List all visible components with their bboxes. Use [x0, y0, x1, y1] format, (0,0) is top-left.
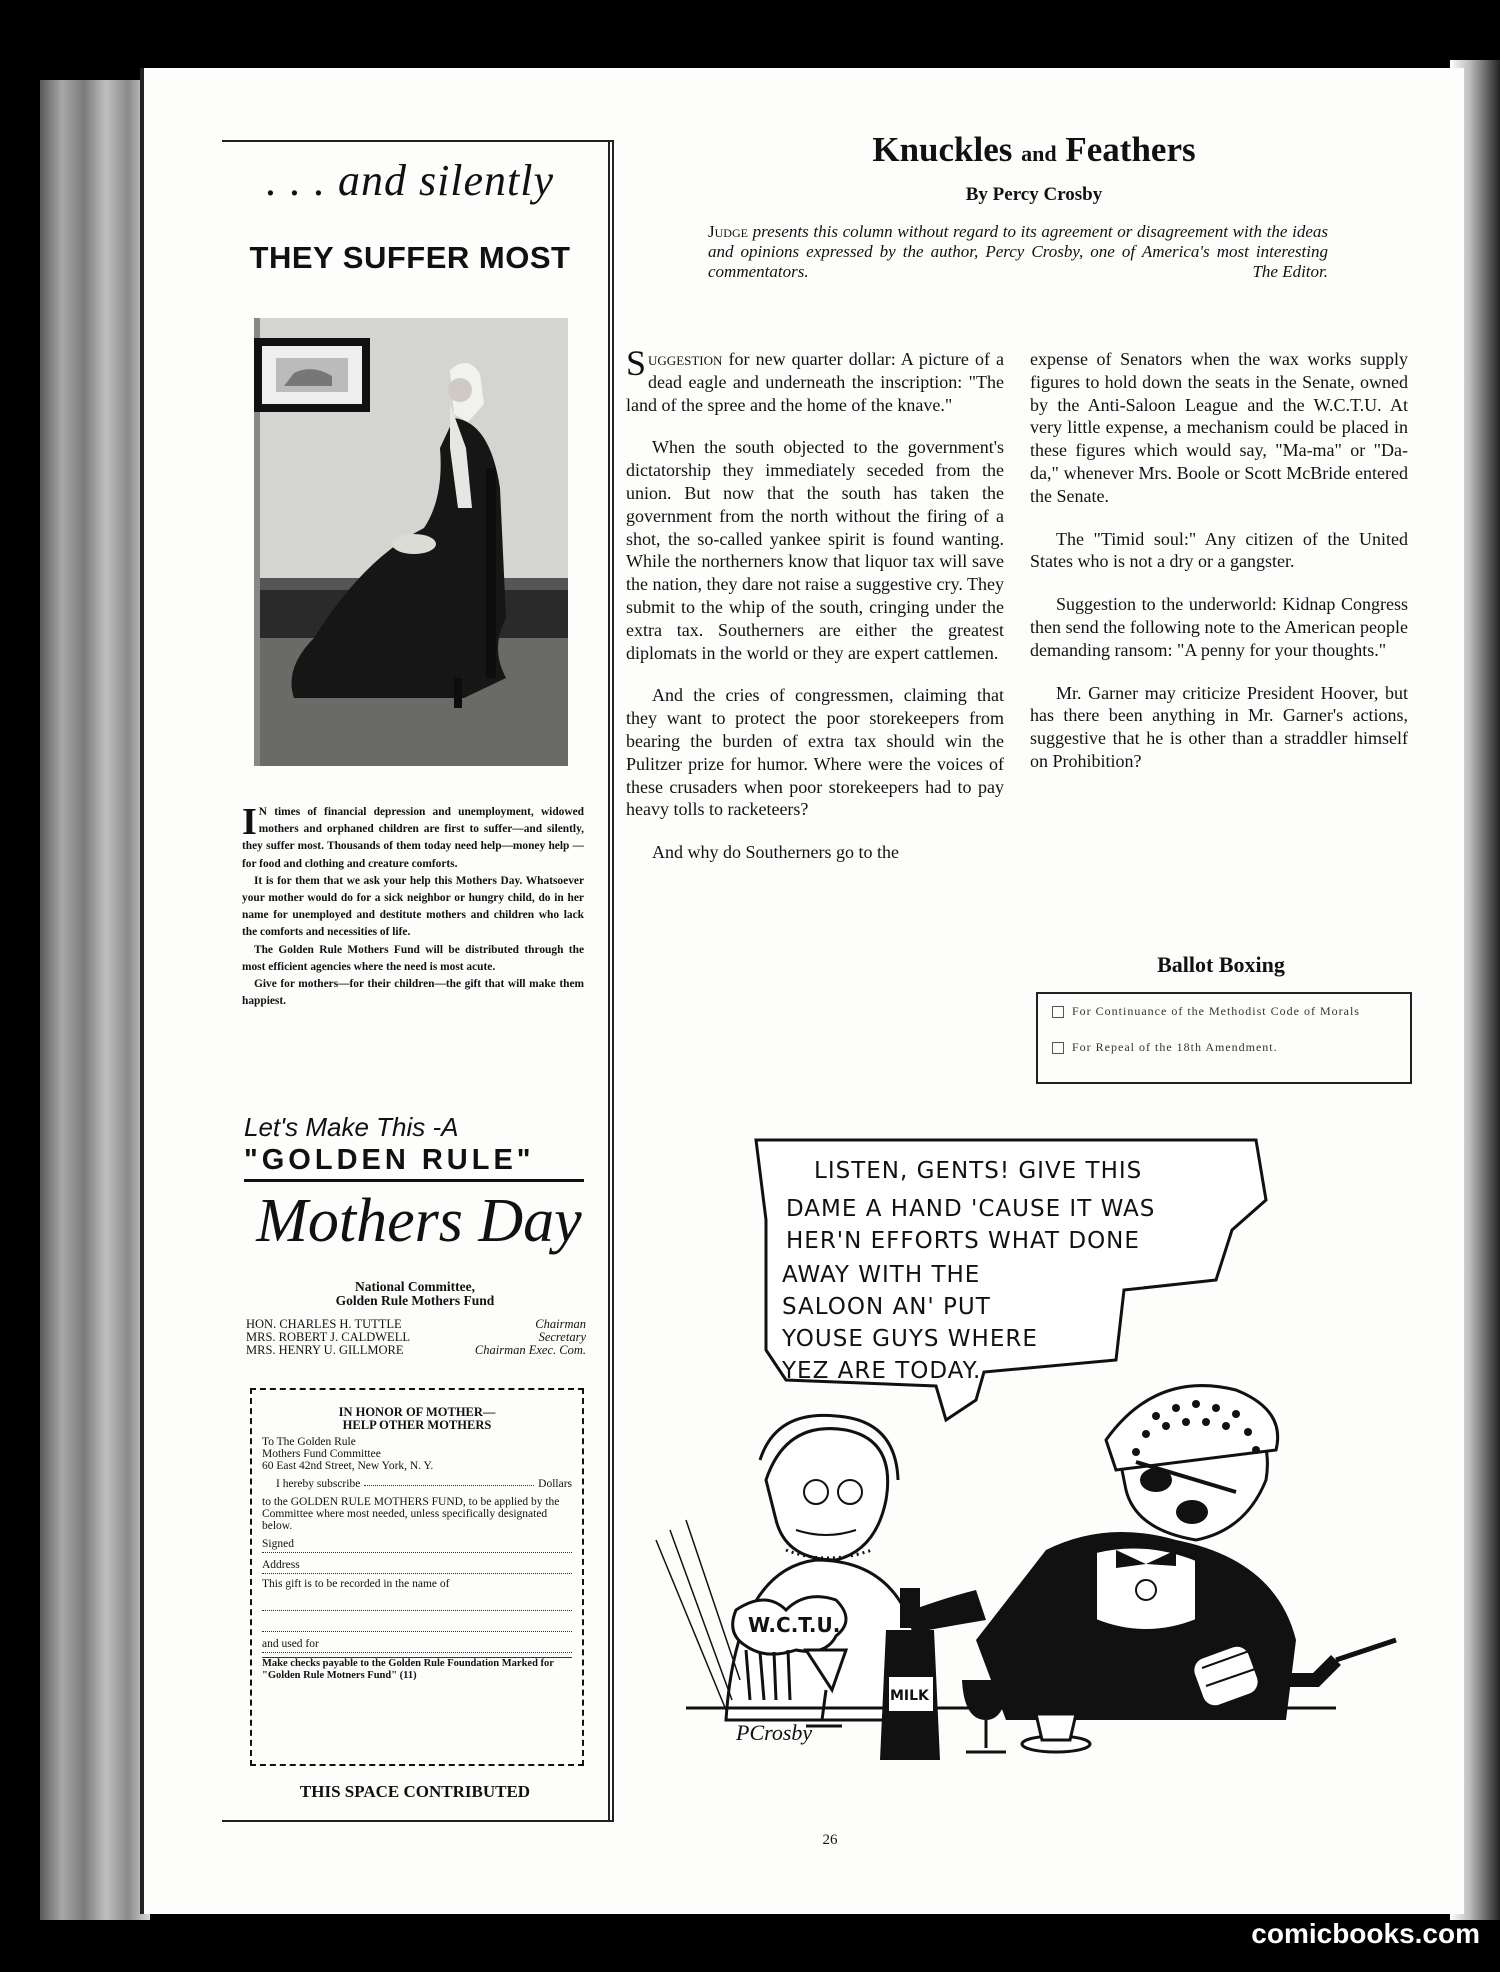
painting-illustration: [254, 318, 568, 766]
used-for-field[interactable]: [262, 1632, 572, 1653]
ad-paragraph-3: The Golden Rule Mothers Fund will be distributed through the most efficient agencies where the need is most acute.: [242, 943, 584, 973]
column-divider: [608, 140, 610, 1820]
ballot-option-label: For Continuance of the Methodist Code of Morals: [1072, 1004, 1360, 1018]
ad-paragraph-2: It is for them that we ask your help this Mothers Day. Whatsoever your mother would do for a sick neighbor or hungry child, do in her name for unemployed and destitute mothers and children who lack the comforts and necessities of life.: [242, 874, 584, 939]
editor-note-text: presents this column without regard to its agreement or disagreement with the ideas and opinions expressed by the author, Percy Crosby, one of America's most interesting commentators.: [708, 222, 1329, 281]
checkbox-icon[interactable]: [1052, 1006, 1064, 1018]
subscribe-label: I hereby subscribe: [276, 1478, 361, 1490]
whistlers-mother-painting: [254, 318, 568, 766]
title-feathers: Feathers: [1065, 130, 1196, 169]
editorial-cartoon: [636, 1120, 1416, 1780]
space-contributed: THIS SPACE CONTRIBUTED: [299, 1782, 531, 1801]
article-title: [622, 130, 1446, 170]
drop-cap-s: S: [626, 343, 647, 383]
col2-paragraph-3: Suggestion to the underworld: Kidnap Congress then send the following note to the American people demanding ransom: "A penny for your thoughts.": [1030, 594, 1408, 660]
ad-paragraph-1: N times of financial depression and unemployment, widowed mothers and orphaned children are first to suffer—and silently, they suffer most. Thousands of them today need help—money help —for food and clothing and creature comforts.: [242, 806, 584, 870]
col2-paragraph-2: The "Timid soul:" Any citizen of the United States who is not a dry or a gangster.: [1030, 528, 1408, 572]
lets-make-this: Let's Make This -A: [244, 1112, 459, 1142]
col1-paragraph-4: And why do Southerners go to the: [652, 842, 899, 863]
ad-headline-suffer: THEY SUFFER MOST: [249, 240, 571, 275]
title-knuckles: Knuckles: [872, 130, 1013, 169]
title-and: and: [1021, 141, 1057, 166]
milk-label: MILK: [890, 1688, 929, 1704]
editor-sign: The Editor.: [1252, 262, 1328, 281]
col1-paragraph-2: When the south objected to the government's dictatorship they immediately seceded from the union. But now that the south has taken the government from the north without the firing of a shot, the so-called yankee spirit is found wanting. While the northerners know that liquor tax will save the nation, they dare not raise a suggestive cry. They submit to the whip of the south, cringing under the extra tax. Southerners are either the greatest diplomats in the world or they are expert cattlemen.: [626, 437, 1004, 663]
dollars-label: Dollars: [538, 1478, 572, 1490]
suggestion-smallcaps: uggestion: [648, 349, 723, 369]
record-name-label: This gift is to be recorded in the name of: [262, 1578, 450, 1590]
ballot-box: [1036, 992, 1412, 1084]
officer-name: MRS. HENRY U. GILLMORE: [246, 1343, 404, 1357]
article-column-2: [1030, 348, 1408, 793]
coupon-title-line-1: IN HONOR OF MOTHER—: [338, 1405, 496, 1419]
cartoon-drawing: [636, 1120, 1416, 1780]
officer-name: HON. CHARLES H. TUTTLE: [246, 1317, 402, 1331]
col2-paragraph-4: Mr. Garner may criticize President Hoover, but has there been anything in Mr. Garner's actions, suggestive that he is other than a straddler himself on Prohibition?: [1030, 682, 1408, 771]
coupon-title-line-2: HELP OTHER MOTHERS: [342, 1418, 492, 1432]
address-field[interactable]: [262, 1553, 572, 1574]
speech-line-6: YOUSE GUYS WHERE: [782, 1326, 1038, 1352]
coupon-note: [262, 1657, 572, 1682]
wctu-label: W.C.T.U.: [748, 1613, 841, 1637]
signed-label: Signed: [262, 1538, 294, 1550]
committee-heading: [250, 1280, 580, 1308]
checkbox-icon[interactable]: [1052, 1042, 1064, 1054]
col2-paragraph-1: expense of Senators when the wax works supply figures to hold down the seats in the Senate, owned by the Anti-Saloon League and the W.C.T.U. At very little expense, a mechanism could be placed in these figures which would say, "Ma-ma" or "Da-da," whenever Mrs. Boole or Scott McBride entered the Senate.: [1030, 349, 1408, 506]
judge-name: Judge: [708, 222, 748, 241]
amount-field[interactable]: [364, 1472, 534, 1486]
officer-role: Chairman: [535, 1317, 586, 1331]
golden-rule-banner: "GOLDEN RULE": [244, 1144, 584, 1182]
officer-name: MRS. ROBERT J. CALDWELL: [246, 1330, 410, 1344]
speech-line-4: AWAY WITH THE: [782, 1262, 981, 1288]
speech-line-2: DAME A HAND 'CAUSE IT WAS: [786, 1196, 1156, 1222]
drop-cap: I: [242, 801, 257, 843]
subscribe-line: [262, 1472, 572, 1492]
coupon-title: [262, 1406, 572, 1432]
speech-line-1: LISTEN, GENTS! GIVE THIS: [814, 1158, 1143, 1184]
committee-line-2: Golden Rule Mothers Fund: [335, 1293, 495, 1308]
book-page-edges: [40, 80, 150, 1920]
officer-role: Chairman Exec. Com.: [474, 1343, 586, 1357]
coupon-address: [262, 1436, 572, 1472]
committee-line-1: National Committee,: [355, 1279, 475, 1294]
signed-field[interactable]: [262, 1532, 572, 1553]
coupon-to-1: To The Golden Rule: [262, 1436, 356, 1448]
ad-body-text: [242, 801, 584, 1010]
speech-line-5: SALOON AN' PUT: [782, 1294, 991, 1320]
speech-line-7: YEZ ARE TODAY.: [782, 1358, 982, 1384]
officers-list: [246, 1318, 586, 1357]
ad-paragraph-4: Give for mothers—for their children—the gift that will make them happiest.: [242, 978, 584, 1008]
watermark: comicbooks.com: [1251, 1918, 1480, 1949]
officer-row: [246, 1344, 586, 1357]
record-name-field-1[interactable]: [262, 1590, 572, 1611]
speech-line-3: HER'N EFFORTS WHAT DONE: [786, 1228, 1140, 1254]
record-name-field-2[interactable]: [262, 1611, 572, 1632]
col1-paragraph-1: for new quarter dollar: A picture of a dead eagle and underneath the inscription: "The land of the spree and the home of the knave.": [626, 349, 1005, 415]
gangster-figure: [876, 1386, 1396, 1720]
col1-paragraph-3: And the cries of congressmen, claiming that they want to protect the poor storekeepers from bearing the burden of extra tax should win the Pulitzer prize for humor. Where were the voices of these crusaders when poor storekeepers had to pay heavy tolls to racketeers?: [626, 685, 1004, 820]
coupon-to-2: Mothers Fund Committee: [262, 1448, 381, 1460]
ad-headline-silently: . . . and silently: [265, 156, 555, 205]
coupon-body: to the GOLDEN RULE MOTHERS FUND, to be applied by the Committee where most needed, unless specifically designated below.: [262, 1496, 560, 1532]
officer-role: Secretary: [538, 1330, 586, 1344]
wine-glass-right: [962, 1680, 1008, 1752]
ballot-boxing-title: Ballot Boxing: [1157, 952, 1285, 977]
address-label: Address: [262, 1559, 300, 1571]
editor-note: [708, 222, 1328, 282]
coupon-code: (11): [399, 1670, 417, 1681]
ballot-option[interactable]: [1052, 1004, 1396, 1018]
ballot-option-label: For Repeal of the 18th Amendment.: [1072, 1040, 1278, 1054]
mothers-day-script: Mothers Day: [256, 1187, 582, 1255]
coupon-to-3: 60 East 42nd Street, New York, N. Y.: [262, 1460, 434, 1472]
page-number: 26: [822, 1832, 838, 1848]
ballot-option[interactable]: [1052, 1040, 1396, 1054]
coupon-note-text: Make checks payable to the Golden Rule Foundation Marked for "Golden Rule Motners Fund": [262, 1658, 554, 1681]
artist-signature: PCrosby: [736, 1720, 813, 1745]
used-for-label: and used for: [262, 1638, 319, 1650]
donation-coupon: [250, 1388, 584, 1766]
byline: By Percy Crosby: [965, 184, 1103, 205]
article-column-1: [626, 343, 1005, 884]
